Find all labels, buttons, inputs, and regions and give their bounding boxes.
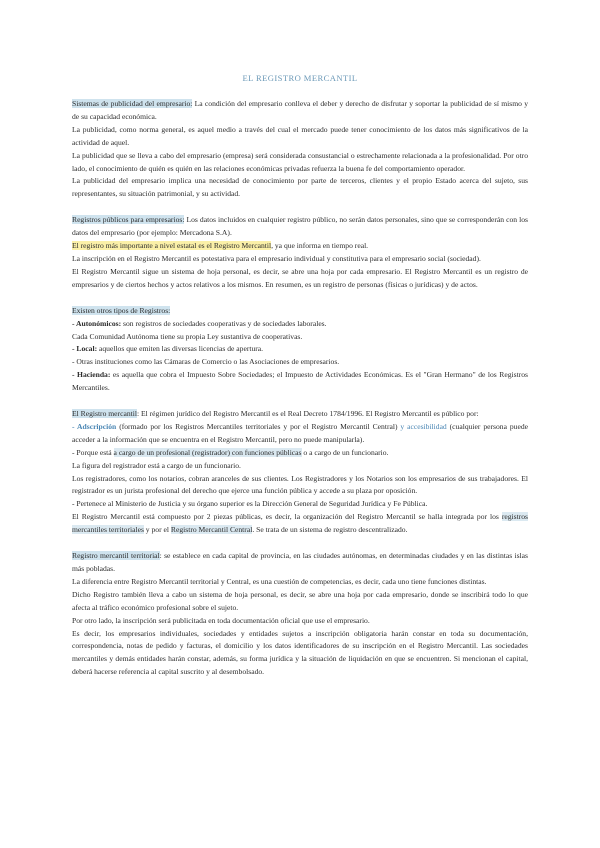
paragraph: - Porque está a cargo de un profesional (registrador) con funciones públicas o a cargo de un funcionario. — [72, 447, 389, 457]
paragraph: Sistemas de publicidad del empresario: La condición del empresario conlleva el deber y derecho de disfrutar y soportar la publicidad de sí mismo y de su capacidad económica. — [72, 99, 528, 121]
paragraph: El Registro Mercantil sigue un sistema de hoja personal, es decir, se abre una hoja por cada empresario. El Registro Mercantil es un registro de empresarios y de ciertos hechos y actos relativos a los mismos. En resumen, es un registro de personas (físicas o jurídicas) y de actos. — [72, 266, 528, 289]
paragraph: Es decir, los empresarios individuales, sociedades y entidades sujetos a inscripción obligatoria harán constar en toda su documentación, correspondencia, notas de pedido y facturas, el domicilio y los datos identificadores de su inscripción en el Registro Mercantil. Las sociedades mercantiles y demás entidades harán constar, además, su forma jurídica y la situación de liquidación en que se encuentren. Si mencionan el capital, deberá hacerse referencia al capital suscrito y al desembolsado. — [72, 628, 528, 677]
list-item: - Local: aquellos que emiten las diversas licencias de apertura. — [72, 344, 264, 354]
section-heading: Registros públicos para empresarios: — [72, 215, 185, 225]
section-heading: Registro mercantil territorial — [72, 551, 160, 561]
paragraph: La diferencia entre Registro Mercantil territorial y Central, es una cuestión de competencias, es decir, cada uno tiene funciones distintas. — [72, 576, 487, 586]
paragraph: Por otro lado, la inscripción será publicitada en toda documentación oficial que use el empresario. — [72, 615, 370, 625]
paragraph: Dicho Registro también lleva a cabo un sistema de hoja personal, es decir, se abre una hoja por cada empresario, donde se inscribirá todo lo que afecta al tráfico económico profesional sobre el sujeto. — [72, 589, 528, 612]
section-publicidad — [72, 98, 528, 201]
highlighted-term: y accesibilidad — [400, 421, 447, 431]
page-title: EL REGISTRO MERCANTIL — [242, 73, 358, 83]
highlighted-text: El registro más importante a nivel estatal es el Registro Mercantil — [72, 241, 272, 251]
section-heading: Existen otros tipos de Registros: — [72, 305, 171, 315]
paragraph: La inscripción en el Registro Mercantil es potestativa para el empresario individual y constitutiva para el empresario social (sociedad). — [72, 253, 481, 263]
paragraph: La publicidad del empresario implica una necesidad de conocimiento por parte de terceros, clientes y el propio Estado acerca del sujeto, sus representantes, su situación patrimonial, y su actividad. — [72, 176, 528, 199]
paragraph — [72, 305, 528, 318]
list-item: - Hacienda: es aquella que cobra el Impuesto Sobre Sociedades; el Impuesto de Actividades Económicas. Es el "Gran Hermano" de los Registros Mercantiles. — [72, 370, 528, 393]
highlighted-term: Adscripción — [77, 421, 117, 431]
list-item: - Otras instituciones como las Cámaras de Comercio o las Asociaciones de empresarios. — [72, 357, 340, 367]
paragraph: El registro más importante a nivel estatal es el Registro Mercantil, ya que informa en tiempo real. — [72, 241, 369, 251]
highlighted-text: Registro Mercantil Central — [170, 525, 253, 535]
section-heading: Sistemas de publicidad del empresario: — [72, 99, 193, 108]
paragraph: El Registro Mercantil está compuesto por 2 piezas públicas, es decir, la organización del Registro Mercantil se halla integrada por los registros mercantiles territoriales y por el Registro Mercantil Central. Se trata de un sistema de registro descentralizado. — [72, 512, 528, 535]
paragraph: Cada Comunidad Autónoma tiene su propia Ley sustantiva de cooperativas. — [72, 331, 303, 341]
paragraph: Los registradores, como los notarios, cobran aranceles de sus clientes. Los Registradores y los Notarios son los empresarios de sus trabajadores. El registrador es un jurista profesional del derecho que ejerce una función pública y accede a su plaza por oposición. — [72, 473, 528, 496]
highlighted-text: a cargo de un profesional (registrador) con funciones públicas — [113, 447, 302, 457]
section-registros-publicos — [72, 214, 528, 291]
section-registro-territorial — [72, 550, 528, 679]
paragraph: La figura del registrador está a cargo de un funcionario. — [72, 460, 241, 470]
section-registro-mercantil — [72, 408, 528, 537]
paragraph: La publicidad, como norma general, es aquel medio a través del cual el mercado puede tener conocimiento de los datos más significativos de la actividad de aquel. — [72, 124, 528, 147]
paragraph: Registro mercantil territorial: se establece en cada capital de provincia, en las ciudades autónomas, en determinadas ciudades y en las distintas islas más pobladas. — [72, 551, 528, 573]
list-item: - Autonómicos: son registros de sociedades cooperativas y de sociedades laborales. — [72, 318, 327, 328]
highlighted-text: registros mercantiles territoriales — [72, 512, 528, 535]
paragraph: - Adscripción (formado por los Registros Mercantiles territoriales y por el Registro Mercantil Central) y accesibilidad (cualquier persona puede acceder a la información que se encuentra en el Registro Mercantil, pero no puede manipularla). — [72, 421, 528, 444]
paragraph: - Pertenece al Ministerio de Justicia y su órgano superior es la Dirección General de Seguridad Jurídica y Fe Pública. — [72, 499, 428, 509]
section-otros-registros — [72, 305, 528, 395]
paragraph: El Registro mercantil: El régimen jurídico del Registro Mercantil es el Real Decreto 1784/1996. El Registro Mercantil es público por: — [72, 409, 479, 419]
document-body — [72, 98, 528, 692]
section-heading: El Registro mercantil — [72, 409, 137, 419]
paragraph: Registros públicos para empresarios: Los datos incluidos en cualquier registro público, no serán datos personales, sino que se corresponderán con los datos del empresario (por ejemplo: Mercadona S.A). — [72, 215, 529, 238]
paragraph: La publicidad que se lleva a cabo del empresario (empresa) será considerada consustancial o estrechamente relacionada a la profesionalidad. Por otro lado, el conocimiento de quién es quién en las relaciones económicas privadas refuerza la buena fe del comportamiento operador. — [72, 150, 528, 173]
